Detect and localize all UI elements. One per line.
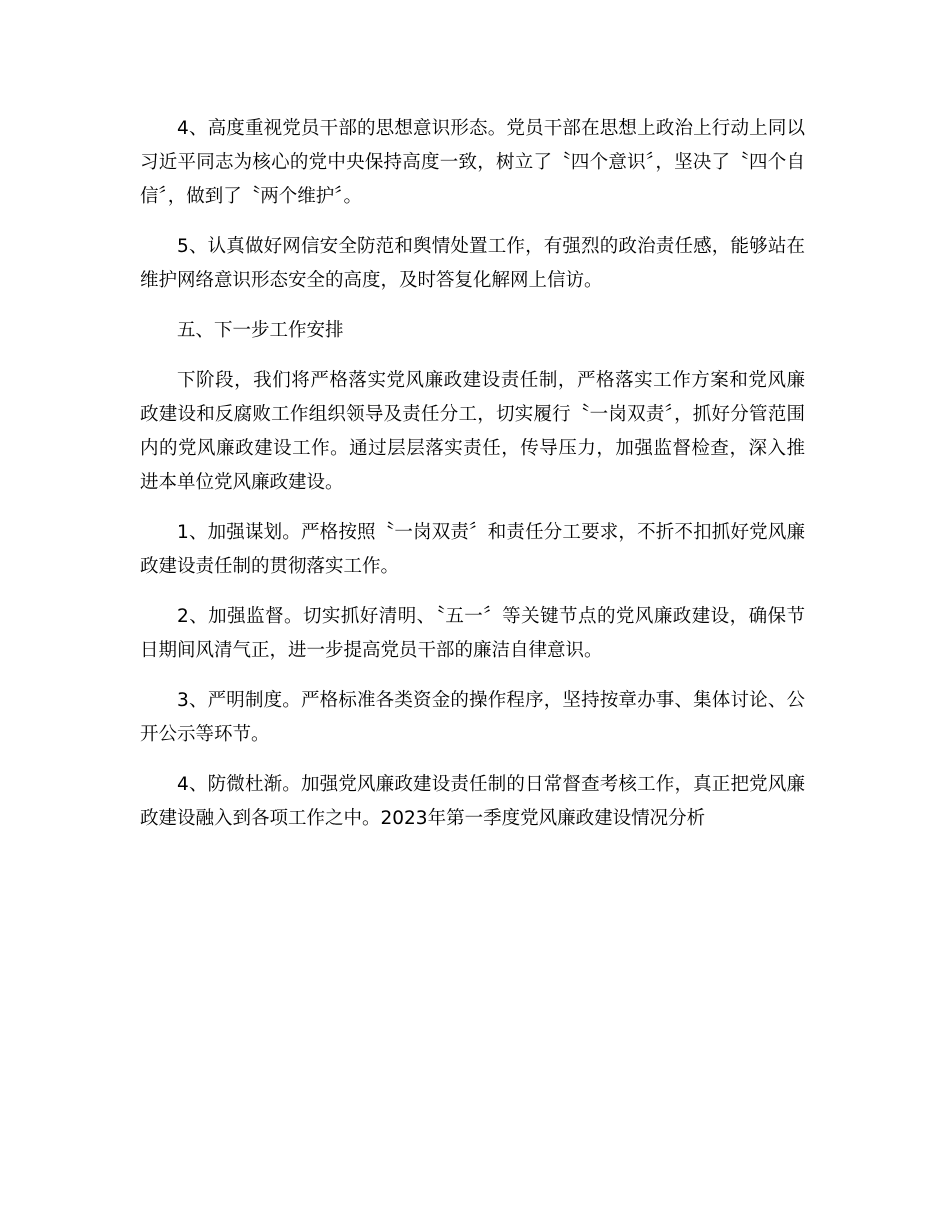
paragraph-planning: 1、加强谋划。严格按照〝一岗双责〞和责任分工要求，不折不扣抓好党风廉政建设责任制的贯彻落实工作。 — [140, 522, 805, 577]
paragraph-network-security: 5、认真做好网信安全防范和舆情处置工作，有强烈的政治责任感，能够站在维护网络意识形态安全的高度，及时答复化解网上信访。 — [140, 236, 805, 291]
paragraph-ideology: 4、高度重视党员干部的思想意识形态。党员干部在思想上政治上行动上同以习近平同志为核心的党中央保持高度一致，树立了〝四个意识〞，坚决了〝四个自信〞，做到了〝两个维护〞。 — [140, 118, 805, 207]
paragraph-prevention: 4、防微杜渐。加强党风廉政建设责任制的日常督查考核工作，真正把党风廉政建设融入到各项工作之中。2023年第一季度党风廉政建设情况分析 — [140, 774, 805, 829]
paragraph-next-stage: 下阶段，我们将严格落实党风廉政建设责任制，严格落实工作方案和党风廉政建设和反腐败工作组织领导及责任分工，切实履行〝一岗双责〞，抓好分管范围内的党风廉政建设工作。通过层层落实责任，传导压力，加强监督检查，深入推进本单位党风廉政建设。 — [140, 370, 805, 493]
document-body — [140, 112, 805, 852]
paragraph-supervision: 2、加强监督。切实抓好清明、〝五一〞等关键节点的党风廉政建设，确保节日期间风清气正，进一步提高党员干部的廉洁自律意识。 — [140, 606, 805, 661]
paragraph-rules: 3、严明制度。严格标准各类资金的操作程序，坚持按章办事、集体讨论、公开公示等环节。 — [140, 690, 805, 745]
section-heading-next-steps: 五、下一步工作安排 — [177, 320, 344, 341]
